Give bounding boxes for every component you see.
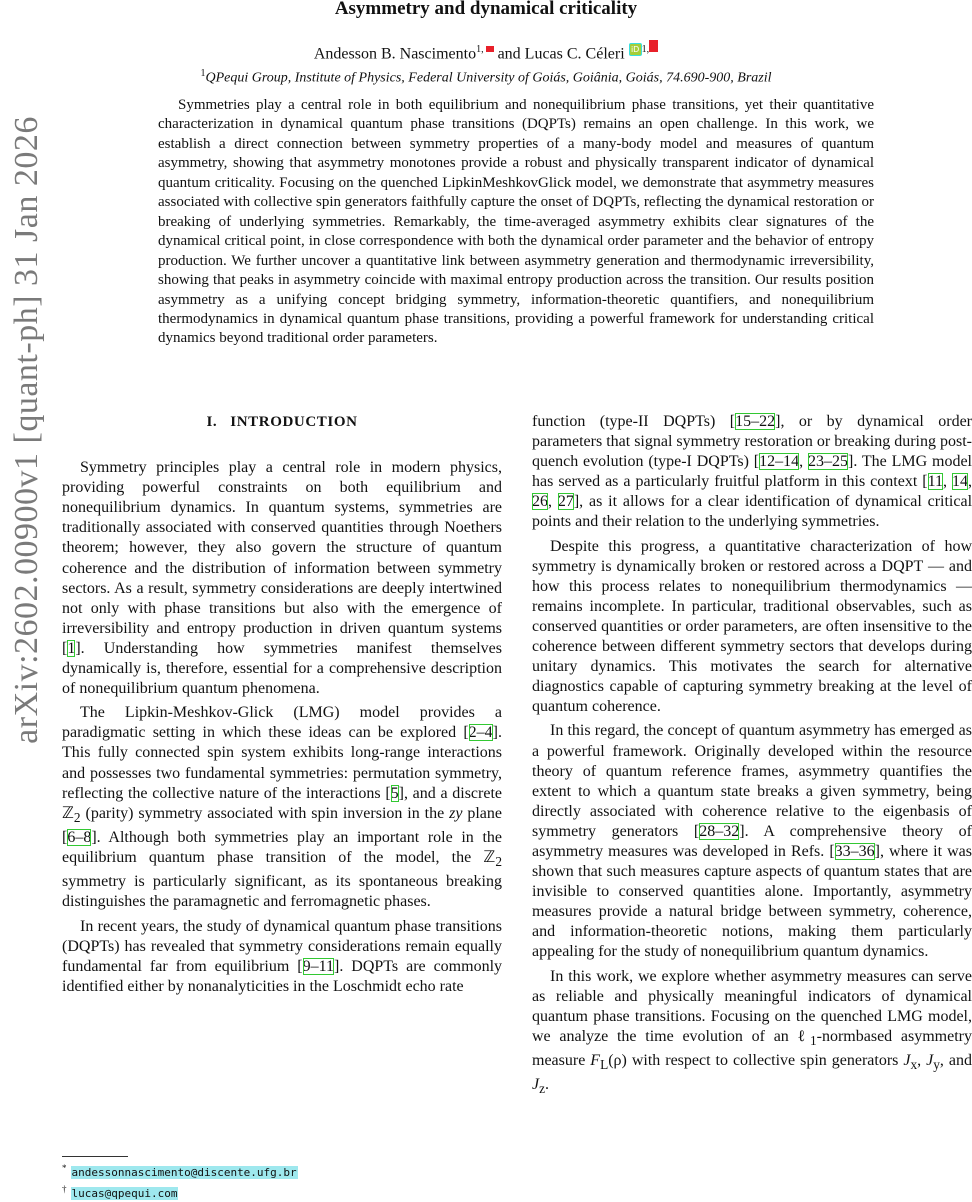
paragraph: function (type-II DQPTs) [15–22], or by dynamical order parameters that signal symmetry restoration or breaking during post-quench evolution (type-I DQPTs) [12–14, 23–25]. The LMG model has served as a particularly fruitful platform in this context [11, 14, 26, 27], as it allows for a clear identification of dynamical critical points and their relation to the underlying symmetries. [532, 413, 972, 531]
citation-link[interactable]: 26 [532, 493, 548, 511]
arxiv-identifier [2, 116, 52, 744]
email-link[interactable]: lucas@qpequi.com [71, 1187, 178, 1200]
citation-link[interactable]: 14 [952, 473, 969, 491]
citation-link[interactable]: 1 [67, 639, 76, 657]
paragraph: Symmetry principles play a central role in modern physics, providing powerful constraints on both equilibrium and nonequilibrium dynamics. In quantum systems, symmetries are traditionally associated with conserved quantities through Noethers theorem; however, they also govern the structure of quantum coherence and the distribution of information between symmetry sectors. As a result, symmetry considerations are deeply intertwined not only with phase transitions but also with the emergence of irreversibility and entropy production in driven quantum systems [1]. Understanding how symmetries manifest themselves dynamically is, therefore, essential for a comprehensive description of nonequilibrium quantum phenomena. [62, 459, 502, 698]
affiliation [0, 68, 972, 87]
author-separator: and [493, 45, 525, 63]
paragraph: Despite this progress, a quantitative characterization of how symmetry is dynamically broken or restored across a DQPT — and how this process relates to nonequilibrium thermodynamics — remains incomplete. In particular, traditional observables, such as conserved quantities or order parameters, are often insensitive to the coherence between different symmetry sectors that develops during unitary dynamics. This motivates the search for alternative diagnostics capable of capturing symmetry breaking at the level of quantum coherence. [532, 537, 972, 716]
citation-link[interactable]: 5 [390, 784, 399, 802]
footnotes [62, 1160, 298, 1202]
orcid-icon[interactable]: iD [629, 43, 642, 56]
author-1-affil: 1, [476, 44, 484, 55]
footnote-1: * andessonnascimento@discente.ufg.br [62, 1163, 297, 1179]
arxiv-identifier-text: arXiv:2602.00900v1 [quant-ph] 31 Jan 2026 [8, 116, 45, 744]
citation-link[interactable]: 9–11 [302, 957, 334, 975]
citation-link[interactable]: 23–25 [807, 453, 848, 471]
footnote-2: † lucas@qpequi.com [62, 1184, 178, 1200]
citation-link[interactable]: 12–14 [759, 453, 800, 471]
author-1: Andesson B. Nascimento [313, 45, 477, 63]
citation-link[interactable]: 6–8 [67, 828, 92, 846]
paragraph: In this regard, the concept of quantum asymmetry has emerged as a powerful framework. Originally developed within the resource theory of quantum reference frames, asymmetry quantifies the extent to which a quantum state breaks a given symmetry, being directly associated with coherence relative to the eigenbasis of symmetry generators [28–32]. A comprehensive theory of asymmetry measures was developed in Refs. [33–36], where it was shown that such measures capture aspects of quantum states that are invisible to conserved quantities alone. Importantly, asymmetry measures provide a natural bridge between symmetry, coherence, and information-theoretic notions, making them particularly appealing for the study of nonequilibrium quantum dynamics. [532, 722, 972, 961]
section-heading: I. INTRODUCTION [206, 414, 358, 430]
affiliation-number: 1 [200, 68, 206, 79]
email-marker-icon[interactable] [649, 40, 658, 52]
citation-link[interactable]: 2–4 [468, 724, 493, 742]
email-link[interactable]: andessonnascimento@discente.ufg.br [71, 1166, 297, 1179]
citation-link[interactable]: 27 [557, 493, 574, 511]
citation-link[interactable]: 15–22 [735, 413, 776, 430]
paragraph: In recent years, the study of dynamical quantum phase transitions (DQPTs) has revealed that symmetry considerations remain equally fundamental far from equilibrium [9–11]. DQPTs are commonly identified either by nonanalyticities in the Loschmidt echo rate [62, 917, 503, 995]
affiliation-text: QPequi Group, Institute of Physics, Federal University of Goiás, Goiânia, Goiás, 74.690-900, Brazil [205, 70, 772, 86]
author-2: Lucas C. Céleri [524, 45, 625, 63]
citation-link[interactable]: 28–32 [699, 822, 740, 840]
citation-link[interactable]: 11 [927, 473, 944, 491]
paper-title: Asymmetry and dynamical criticality [334, 0, 638, 19]
footnote-rule [62, 1156, 128, 1157]
right-column [532, 412, 972, 1100]
abstract: Symmetries play a central role in both equilibrium and nonequilibrium phase transitions, yet their quantitative characterization in dynamical quantum phase transitions (DQPTs) remains an open challenge. In this work, we establish a direct connection between symmetry properties of a many-body model and measures of quantum asymmetry, showing that asymmetry monotones provide a robust and physically transparent indicator of dynamical quantum criticality. Focusing on the quenched LipkinMeshkovGlick model, we demonstrate that asymmetry measures associated with collective spin generators faithfully capture the onset of DQPTs, reflecting the dynamical restoration or breaking of underlying symmetries. Remarkably, the time-averaged asymmetry exhibits clear signatures of the dynamical critical point, in close correspondence with both the dynamical order parameter and the behavior of entropy production. We further uncover a quantitative link between asymmetry generation and thermodynamic irreversibility, showing that peaks in asymmetry coincide with maximal entropy production across the transition. Our results position asymmetry as a unifying concept bridging symmetry, information-theoretic quantifiers, and nonequilibrium thermodynamics in dynamical quantum phase transitions, providing a powerful framework for understanding critical dynamics beyond traditional order parameters. [158, 97, 874, 347]
author-2-affil: 1, [641, 44, 650, 55]
left-column [62, 412, 502, 997]
email-marker-icon[interactable] [486, 46, 494, 52]
paragraph: The Lipkin-Meshkov-Glick (LMG) model provides a paradigmatic setting in which these ideas can be explored [2–4]. This fully connected spin system exhibits long-range interactions and possesses two fundamental symmetries: permutation symmetry, reflecting the collective nature of the interactions [5], and a discrete ℤ$_2$ (parity) symmetry associated with spin inversion in the zy plane [6–8]. Although both symmetries play an important role in the equilibrium quantum phase transition of the model, the ℤ$_2$ symmetry is particularly significant, as its spontaneous breaking distinguishes the paramagnetic and ferromagnetic phases. [62, 704, 503, 911]
citation-link[interactable]: 33–36 [834, 842, 875, 860]
author-line [0, 40, 972, 63]
paragraph: In this work, we explore whether asymmetry measures can serve as reliable and physically meaningful indicators of dynamical quantum phase transitions. Focusing on the quenched LMG model, we analyze the time evolution of an ℓ$_1$-normbased asymmetry measure $F_L(\rho)$ with respect to collective spin generators $J_x$, $J_y$, and $J_z$. [532, 967, 972, 1097]
